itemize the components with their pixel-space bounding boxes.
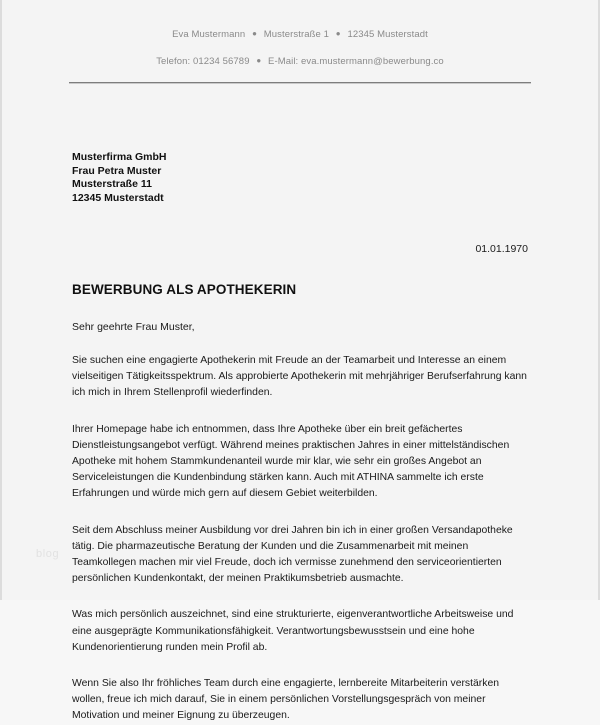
recipient-address-block: [72, 151, 534, 205]
letter-paragraph: Was mich persönlich auszeichnet, sind eine strukturierte, eigenverantwortliche Arbeitsweise und eine ausgeprägte Kommunikationsfähigkeit. Verantwortungsbewusstsein und eine hohe Kundenorientierung runden mein Profil ab.: [72, 609, 514, 653]
letterhead-contact-line: [2, 57, 598, 67]
recipient-city: 12345 Musterstadt: [72, 191, 164, 204]
letter-paragraph: Ihrer Homepage habe ich entnommen, dass Ihre Apotheke über ein breit gefächertes Dienstleistungsangebot verfügt. Während meines praktischen Jahres in einer mittelständischen Apotheke mit hohem Stammkundenanteil wurde mir klar, wie sehr ein großes Angebot an Serviceleistungen die Kundenbindung stärken kann. Auch mit ATHINA sammelte ich erste Erfahrungen und würde mich gern auf diesem Gebiet weiterbilden.: [72, 423, 510, 500]
letter-date: 01.01.1970: [475, 243, 528, 255]
separator-bullet-icon: ●: [256, 55, 262, 65]
separator-bullet-icon: ●: [335, 29, 341, 38]
sender-street: Musterstraße 1: [263, 29, 330, 40]
sender-name: Eva Mustermann: [172, 29, 246, 40]
sender-phone: Telefon: 01234 56789: [156, 55, 250, 67]
sender-email: E-Mail: eva.mustermann@bewerbung.co: [268, 55, 444, 67]
blog-watermark: blog: [36, 548, 60, 560]
letter-subject: BEWERBUNG ALS APOTHEKERIN: [72, 282, 297, 297]
recipient-person: Frau Petra Muster: [72, 164, 162, 177]
letter-content: [2, 151, 598, 725]
letterhead-divider: [69, 82, 531, 84]
separator-bullet-icon: ●: [252, 29, 258, 38]
letterhead: [2, 0, 598, 84]
recipient-street: Musterstraße 11: [72, 178, 152, 190]
letter-paragraph: Sie suchen eine engagierte Apothekerin mit Freude an der Teamarbeit und Interesse an einem vielseitigen Tätigkeitsspektrum. Als approbierte Apothekerin mit mehrjähriger Berufserfahrung kann ich mich in Ihrem Stellenprofil wiederfinden.: [72, 355, 527, 399]
recipient-company: Musterfirma GmbH: [72, 151, 167, 163]
sender-city: 12345 Musterstadt: [347, 29, 428, 40]
letter-paragraph: Wenn Sie also Ihr fröhliches Team durch eine engagierte, lernbereite Mitarbeiterin verstärken wollen, freue ich mich darauf, Sie in einem persönlichen Vorstellungsgespräch von meiner Motivation und meiner Eignung zu überzeugen.: [72, 678, 500, 722]
letter-salutation: Sehr geehrte Frau Muster,: [72, 321, 195, 333]
letter-paragraph: Seit dem Abschluss meiner Ausbildung vor drei Jahren bin ich in einer großen Versandapotheke tätig. Die pharmazeutische Beratung der Kunden und die Zusammenarbeit mit meinen Teamkollegen machen mir viel Freude, doch ich vermisse zunehmend den serviceorientierten persönlichen Kundenkontakt, der meinen Praktikumsbetrieb ausmachte.: [72, 524, 513, 585]
letterhead-sender-line: [2, 30, 598, 40]
